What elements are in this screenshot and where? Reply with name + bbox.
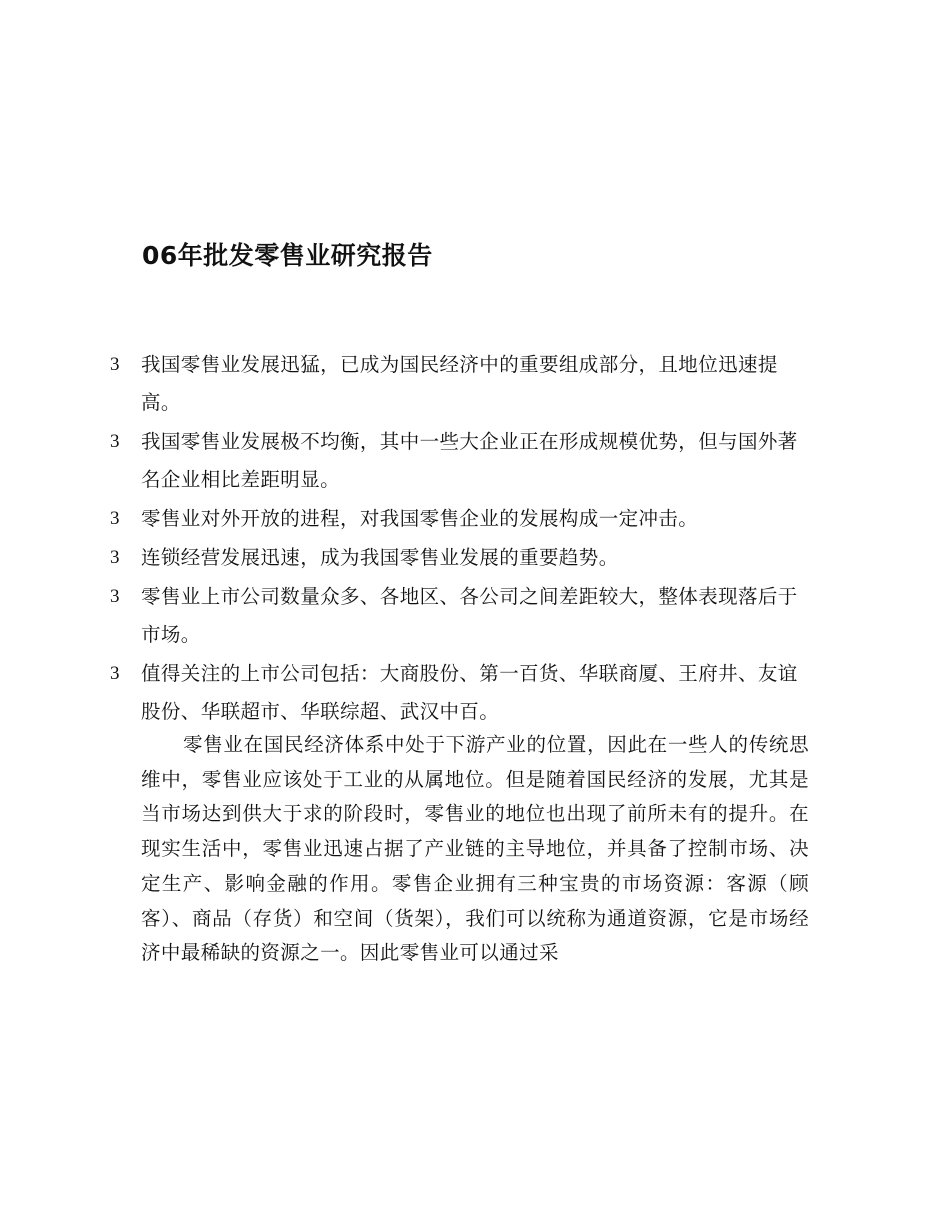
key-point-text: 连锁经营发展迅速，成为我国零售业发展的重要趋势。 <box>141 546 619 569</box>
key-point-text: 零售业对外开放的进程，对我国零售企业的发展构成一定冲击。 <box>141 507 699 530</box>
key-points-list <box>110 346 810 731</box>
document-title: 06年批发零售业研究报告 <box>142 241 433 270</box>
key-point-text: 零售业上市公司数量众多、各地区、各公司之间差距较大，整体表现落后于市场。 <box>141 585 798 646</box>
key-point-item <box>110 655 810 731</box>
key-point-item <box>110 539 810 577</box>
key-point-text: 我国零售业发展极不均衡，其中一些大企业正在形成规模优势，但与国外著名企业相比差距明显。 <box>141 430 798 491</box>
key-point-text: 值得关注的上市公司包括：大商股份、第一百货、华联商厦、王府井、友谊股份、华联超市、华联综超、武汉中百。 <box>141 662 798 723</box>
bullet-marker: 3 <box>110 431 120 452</box>
bullet-marker: 3 <box>110 508 120 529</box>
bullet-marker: 3 <box>110 586 120 607</box>
bullet-marker: 3 <box>110 547 120 568</box>
body-paragraph: 零售业在国民经济体系中处于下游产业的位置，因此在一些人的传统思维中，零售业应该处于工业的从属地位。但是随着国民经济的发展，尤其是当市场达到供大于求的阶段时，零售业的地位也出现了前所未有的提升。在现实生活中，零售业迅速占据了产业链的主导地位，并具备了控制市场、决定生产、影响金融的作用。零售企业拥有三种宝贵的市场资源：客源（顾客）、商品（存货）和空间（货架），我们可以统称为通道资源，它是市场经济中最稀缺的资源之一。因此零售业可以通过采 <box>141 733 809 965</box>
bullet-marker: 3 <box>110 663 120 684</box>
key-point-item <box>110 423 810 499</box>
bullet-marker: 3 <box>110 354 120 375</box>
key-point-text: 我国零售业发展迅猛，已成为国民经济中的重要组成部分，且地位迅速提高。 <box>141 353 778 414</box>
key-point-item <box>110 578 810 654</box>
key-point-item <box>110 346 810 422</box>
key-point-item <box>110 500 810 538</box>
